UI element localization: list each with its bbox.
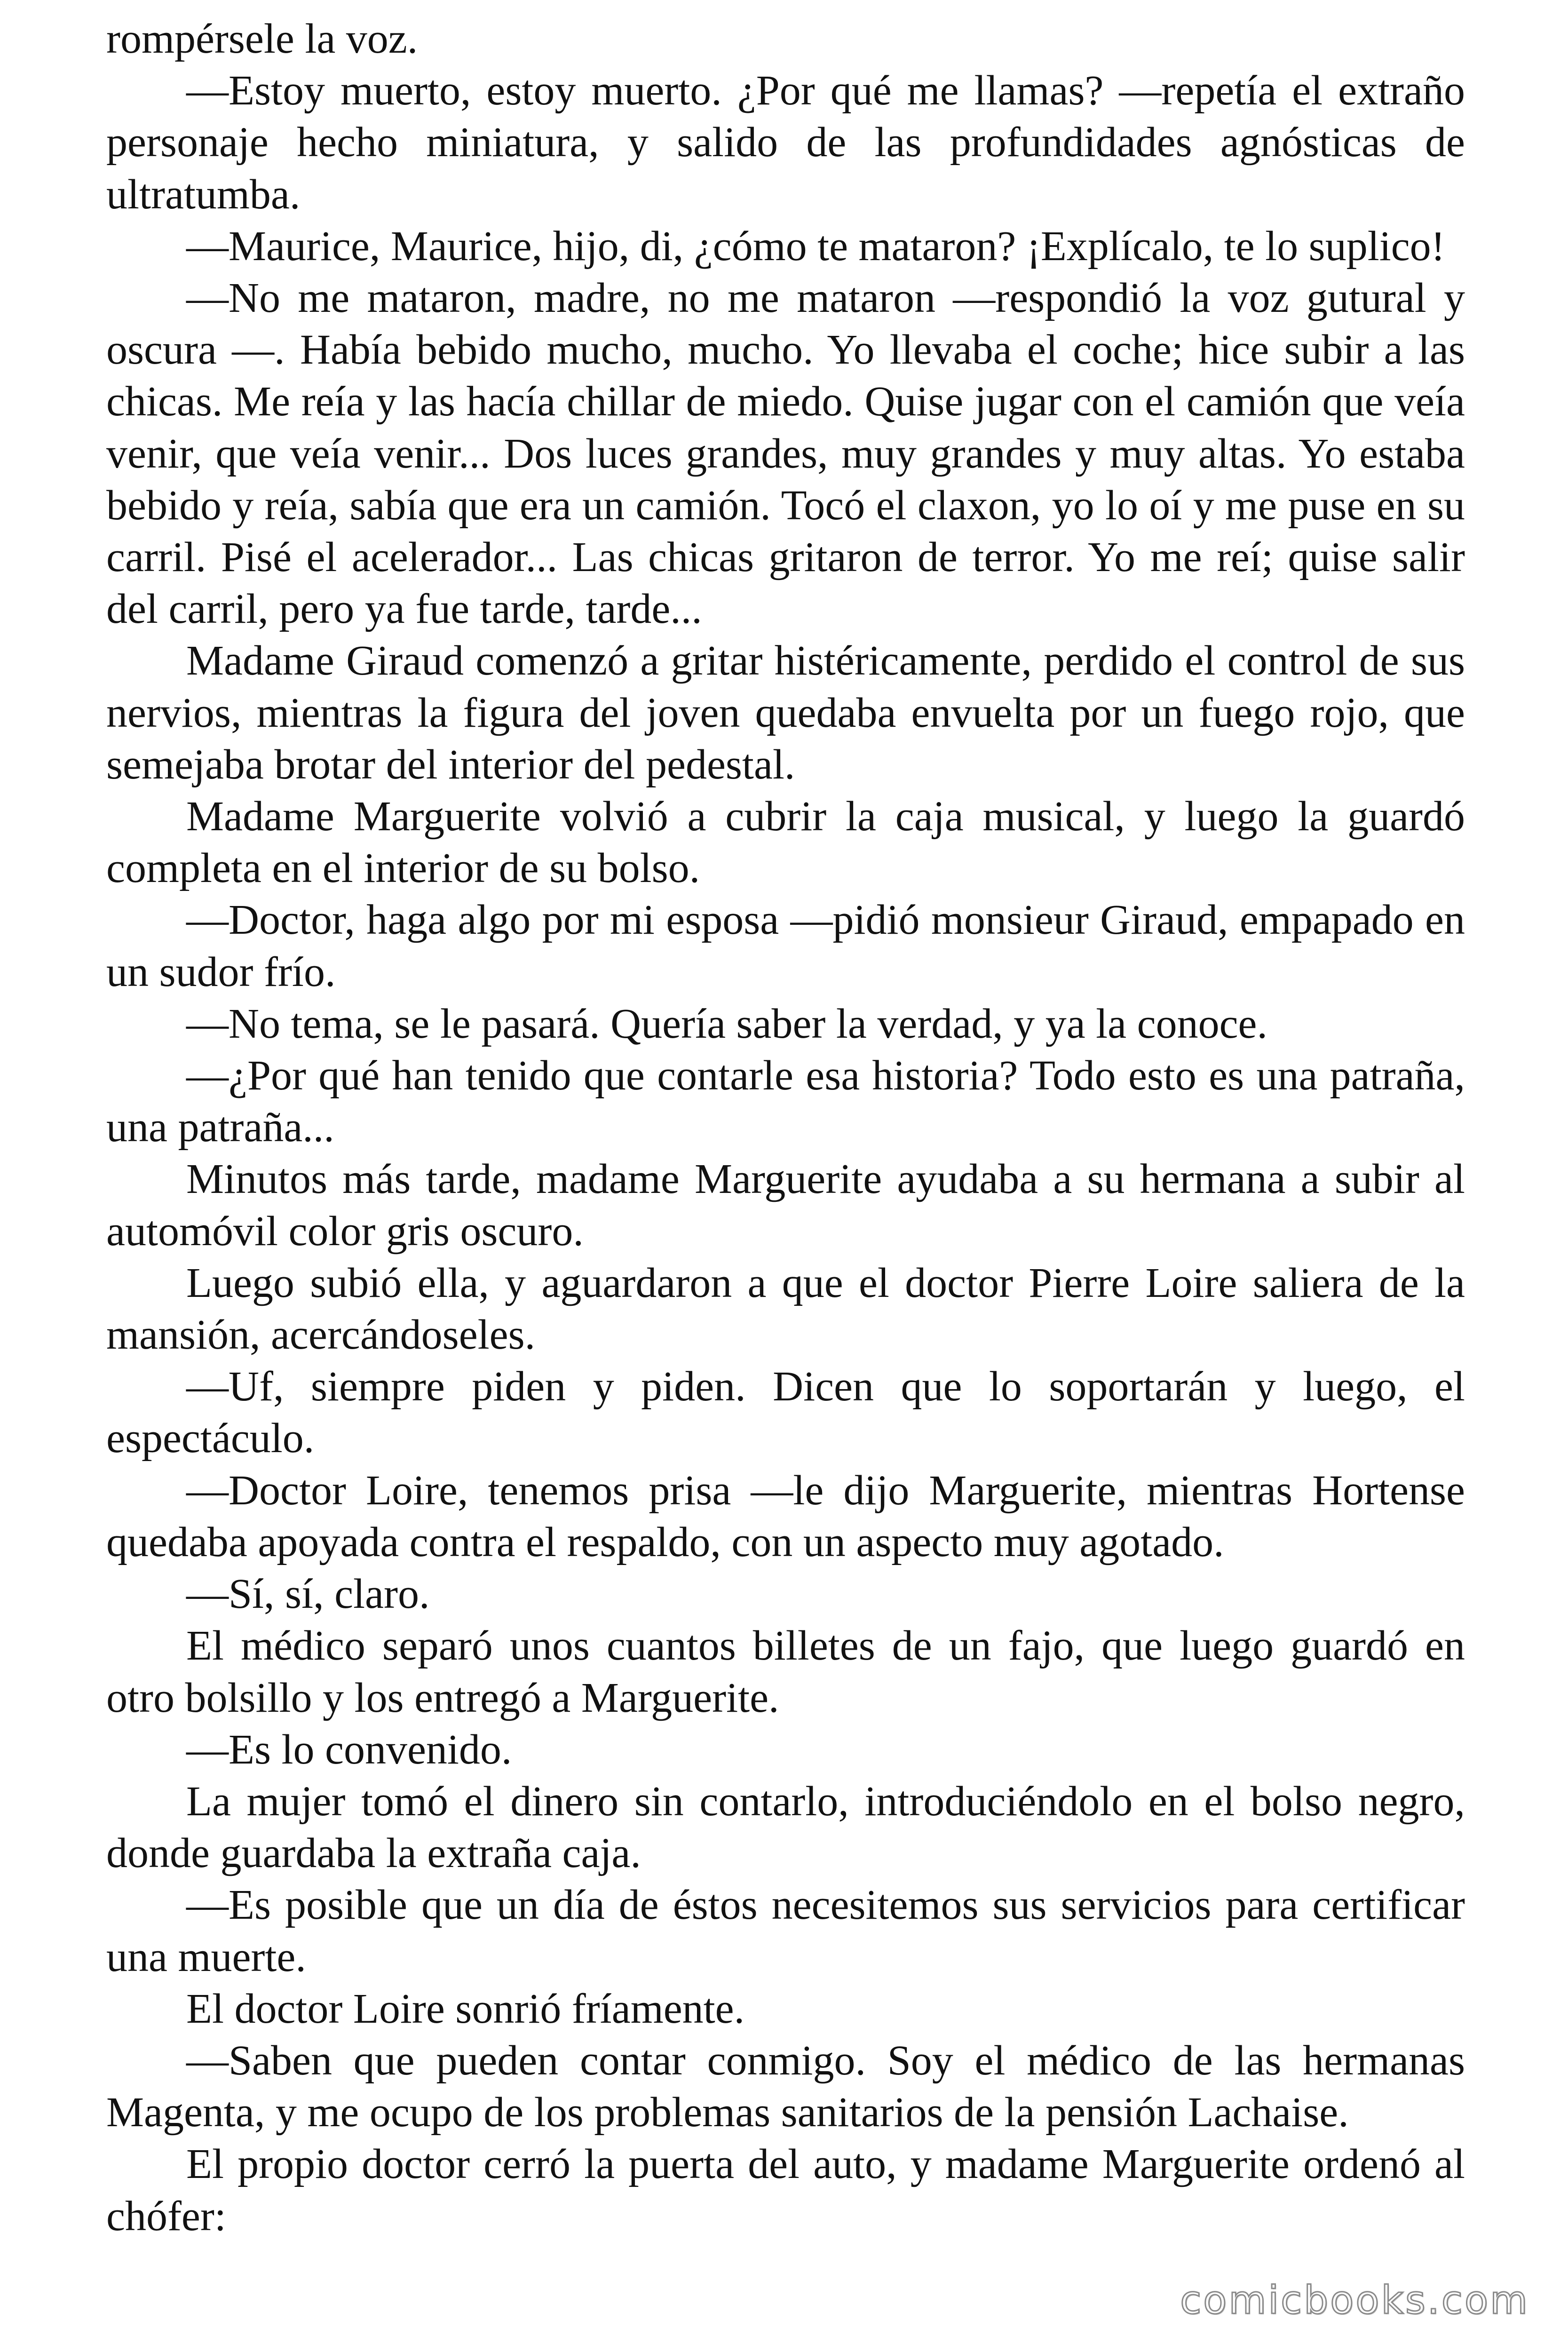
paragraph: —Doctor Loire, tenemos prisa —le dijo Marguerite, mientras Hortense quedaba apoyada contra el respaldo, con un aspecto muy agotado.	[106, 1467, 1465, 1565]
paragraph: Luego subió ella, y aguardaron a que el doctor Pierre Loire saliera de la mansión, acercándoseles.	[106, 1259, 1465, 1359]
paragraph: —Sí, sí, claro.	[186, 1571, 430, 1618]
paragraph: —Doctor, haga algo por mi esposa —pidió monsieur Giraud, empapado en un sudor frío.	[106, 897, 1465, 995]
paragraph: —¿Por qué han tenido que contarle esa historia? Todo esto es una patraña, una patraña...	[106, 1052, 1465, 1151]
paragraph: rompérsele la voz.	[106, 16, 418, 62]
document-page	[106, 13, 1465, 2242]
paragraph: El doctor Loire sonrió fríamente.	[186, 1985, 745, 2032]
paragraph: —Es lo convenido.	[186, 1726, 512, 1773]
paragraph: —No me mataron, madre, no me mataron —respondió la voz gutural y oscura —. Había bebido mucho, mucho. Yo llevaba el coche; hice subir a las chicas. Me reía y las hacía chillar de miedo. Quise jugar con el camión que veía venir, que veía venir... Dos luces grandes, muy grandes y muy altas. Yo estaba bebido y reía, sabía que era un camión. Tocó el claxon, yo lo oí y me puse en su carril. Pisé el acelerador... Las chicas gritaron de terror. Yo me reí; quise salir del carril, pero ya fue tarde, tarde...	[106, 275, 1465, 633]
watermark: comicbooks.com	[1180, 2278, 1529, 2323]
paragraph: —Estoy muerto, estoy muerto. ¿Por qué me llamas? —repetía el extraño personaje hecho miniatura, y salido de las profundidades agnósticas de ultratumba.	[106, 67, 1465, 218]
paragraph: —No tema, se le pasará. Quería saber la verdad, y ya la conoce.	[186, 1000, 1267, 1047]
paragraph: El médico separó unos cuantos billetes de un fajo, que luego guardó en otro bolsillo y los entregó a Marguerite.	[106, 1622, 1465, 1721]
paragraph: Madame Giraud comenzó a gritar histéricamente, perdido el control de sus nervios, mientras la figura del joven quedaba envuelta por un fuego rojo, que semejaba brotar del interior del pedestal.	[106, 637, 1465, 788]
paragraph: Minutos más tarde, madame Marguerite ayudaba a su hermana a subir al automóvil color gris oscuro.	[106, 1156, 1465, 1255]
paragraph: —Saben que pueden contar conmigo. Soy el médico de las hermanas Magenta, y me ocupo de los problemas sanitarios de la pensión Lachaise.	[106, 2037, 1465, 2136]
paragraph: La mujer tomó el dinero sin contarlo, introduciéndolo en el bolso negro, donde guardaba la extraña caja.	[106, 1778, 1465, 1877]
paragraph: El propio doctor cerró la puerta del auto, y madame Marguerite ordenó al chófer:	[106, 2141, 1465, 2240]
paragraph: —Uf, siempre piden y piden. Dicen que lo soportarán y luego, el espectáculo.	[106, 1363, 1465, 1462]
paragraph: —Maurice, Maurice, hijo, di, ¿cómo te mataron? ¡Explícalo, te lo suplico!	[186, 222, 1445, 270]
paragraph: —Es posible que un día de éstos necesitemos sus servicios para certificar una muerte.	[106, 1882, 1465, 1980]
paragraph: Madame Marguerite volvió a cubrir la caja musical, y luego la guardó completa en el interior de su bolso.	[106, 793, 1465, 892]
